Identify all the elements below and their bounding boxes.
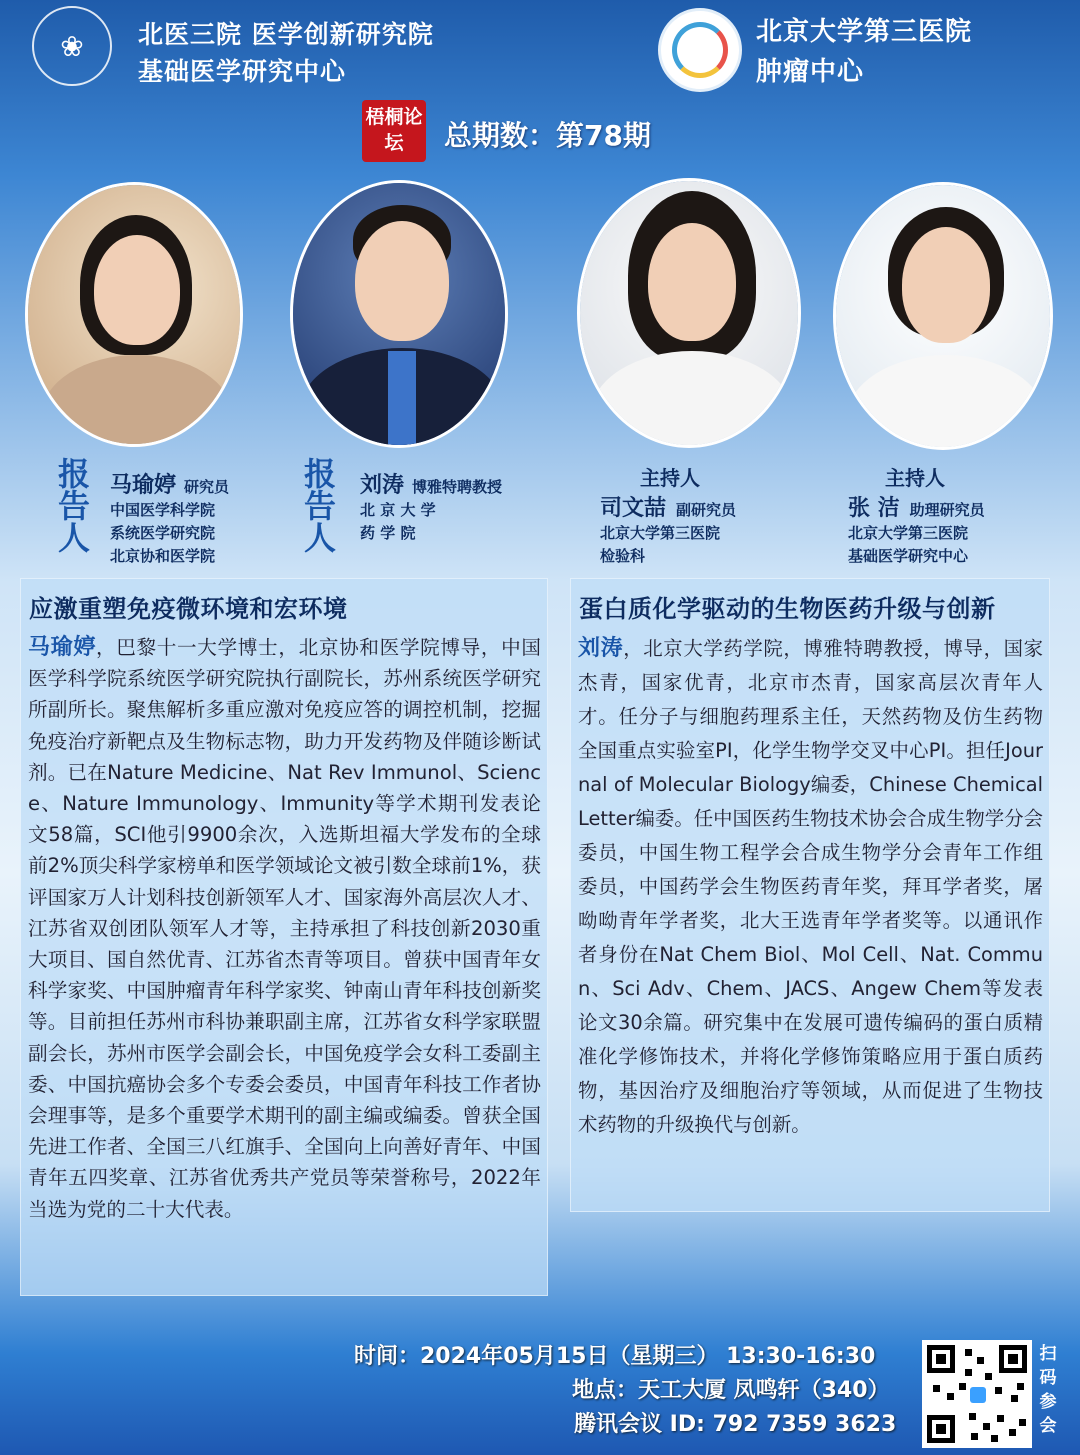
meeting-id: 腾讯会议 ID: 792 7359 3623: [574, 1412, 897, 1437]
host-name: 司文喆: [600, 496, 667, 521]
speaker-bio: [571, 632, 1049, 1142]
host-title: 副研究员: [676, 501, 737, 519]
qr-code-icon[interactable]: [922, 1340, 1032, 1448]
host-role-label: 主持人: [640, 466, 700, 490]
speaker-info-ma: [110, 468, 229, 568]
speaker-title: 博雅特聘教授: [412, 478, 503, 496]
host-affiliation: 基础医学研究中心: [848, 547, 969, 565]
bio-name: 马瑜婷: [28, 635, 96, 660]
left-org-line2: 基础医学研究中心: [138, 57, 347, 86]
header: [0, 0, 1080, 100]
host-info-si: [600, 462, 740, 568]
host-photo-zhang: [833, 182, 1053, 450]
speaker-photo-ma: [25, 182, 243, 447]
speaker-info-liu: [360, 468, 502, 545]
host-info-zhang: [848, 462, 985, 568]
talk-title: 蛋白质化学驱动的生物医药升级与创新: [579, 595, 996, 623]
talk-panel-right: [570, 578, 1050, 1212]
speaker-affiliation: 药 学 院: [360, 524, 416, 542]
right-org-line2: 肿瘤中心: [756, 57, 865, 87]
host-role-label: 主持人: [885, 466, 945, 490]
speaker-affiliation: 北 京 大 学: [360, 501, 436, 519]
bio-text: ，北京大学药学院，博雅特聘教授，博导，国家杰青，国家优青，北京市杰青，国家高层次青年人才。任分子与细胞药理系主任，天然药物及仿生药物全国重点实验室PI，化学生物学交叉中心PI。担任Journal of Molecular Biology编委，Chinese Chemical Letter编委。任中国医药生物技术协会合成生物学分会委员，中国生物工程学会合成生物学分会青年工作组委员，中国药学会生物医药青年奖，拜耳学者奖，屠呦呦青年学者奖，北大王选青年学者奖等。以通讯作者身份在Nat Chem Biol、Mol Cell、Nat. Commun、Sci Adv、Chem、JACS、Angew Chem等发表论文30余篇。研究集中在发展可遗传编码的蛋白质精准化学修饰技术，并将化学修饰策略应用于蛋白质药物，基因治疗及细胞治疗等领域，从而促进了生物技术药物的升级换代与创新。: [578, 637, 1043, 1136]
issue-number: 总期数：第78期: [444, 119, 651, 152]
speaker-name: 马瑜婷: [110, 473, 177, 498]
event-time: 时间：2024年05月15日（星期三） 13:30-16:30: [354, 1344, 876, 1369]
host-title: 助理研究员: [909, 501, 985, 519]
host-affiliation: 检验科: [600, 547, 646, 565]
left-org-name: [138, 16, 434, 90]
host-name: 张 洁: [848, 496, 900, 521]
speaker-role-label: 报告人: [57, 455, 90, 557]
institute-logo-icon: ❀: [32, 6, 112, 86]
right-org-line1: 北京大学第三医院: [756, 17, 973, 47]
talk-panel-left: [20, 578, 548, 1296]
hospital-logo-icon: [658, 8, 742, 92]
speaker-affiliation: 北京协和医学院: [110, 547, 216, 565]
speaker-affiliation: 系统医学研究院: [110, 524, 216, 542]
speaker-photo-liu: [290, 180, 508, 448]
left-org-line1: 北医三院 医学创新研究院: [138, 20, 434, 49]
host-photo-si: [577, 178, 801, 448]
host-affiliation: 北京大学第三医院: [848, 524, 969, 542]
speaker-name: 刘涛: [360, 473, 405, 498]
speaker-role-label: 报告人: [303, 455, 336, 557]
speaker-bio: [21, 632, 547, 1225]
bio-name: 刘涛: [578, 636, 624, 661]
scan-to-join-label: 扫码参会: [1039, 1344, 1057, 1436]
forum-badge: 梧桐论坛: [362, 100, 426, 162]
bio-text: ，巴黎十一大学博士，北京协和医学院博导，中国医学科学院系统医学研究院执行副院长，苏州系统医学研究所副所长。聚焦解析多重应激对免疫应答的调控机制，挖掘免疫治疗新靶点及生物标志物，助力开发药物及伴随诊断试剂。已在Nature Medicine、Nat Rev Immunol、Science、Nature Immunology、Immunity等学术期刊发表论文58篇，SCI他引9900余次，入选斯坦福大学发布的全球前2%顶尖科学家榜单和医学领域论文被引数全球前1%，获评国家万人计划科技创新领军人才、国家海外高层次人才、江苏省双创团队领军人才等，主持承担了科技创新2030重大项目、国自然优青、江苏省杰青等项目。曾获中国青年女科学家奖、中国肿瘤青年科学家奖、钟南山青年科技创新奖等。目前担任苏州市科协兼职副主席，江苏省女科学家联盟副会长，苏州市医学会副会长，中国免疫学会女科工委副主委、中国抗癌协会多个专委会委员，中国青年科技工作者协会理事等，是多个重要学术期刊的副主编或编委。曾获全国先进工作者、全国三八红旗手、全国向上向善好青年、中国青年五四奖章、江苏省优秀共产党员等荣誉称号，2022年当选为党的二十大代表。: [28, 636, 541, 1221]
right-org-name: [756, 12, 972, 92]
speaker-title: 研究员: [184, 478, 230, 496]
host-affiliation: 北京大学第三医院: [600, 524, 721, 542]
event-location: 地点：天工大厦 凤鸣轩（340）: [572, 1378, 890, 1403]
speaker-affiliation: 中国医学科学院: [110, 501, 216, 519]
talk-title: 应激重塑免疫微环境和宏环境: [29, 595, 348, 623]
